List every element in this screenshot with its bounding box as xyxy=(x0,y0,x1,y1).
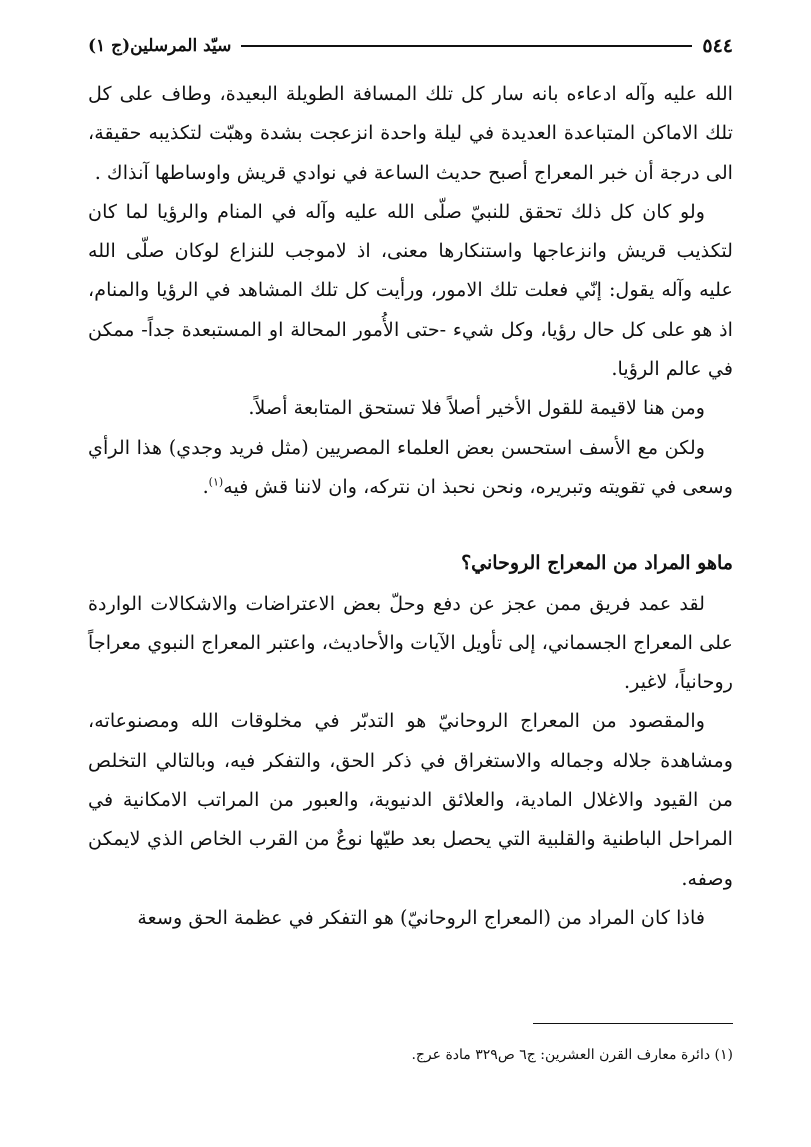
header-rule xyxy=(241,45,692,47)
book-page xyxy=(88,28,733,1118)
section-heading: ماهو المراد من المعراج الروحاني؟ xyxy=(461,552,733,575)
paragraph-4-end: . xyxy=(202,474,209,498)
page-number: ٥٤٤ xyxy=(702,35,733,57)
paragraph-1: الله عليه وآله ادعاءه بانه سار كل تلك المسافة الطويلة البعيدة، وطاف على كل تلك الاماكن المتباعدة العديدة في ليلة واحدة انزعجت بشدة وهبّت لتكذيبه حقيقة، الى درجة أن خبر المعراج أصبح حديث الساعة في نوادي قريش واوساطها آنذاك . xyxy=(88,82,733,184)
main-text xyxy=(88,74,733,937)
footnote-reference[interactable]: (١) xyxy=(208,475,224,489)
section-paragraph-3: فاذا كان المراد من (المعراج الروحانيّ) هو التفكر في عظمة الحق وسعة xyxy=(137,905,705,929)
paragraph-3: ومن هنا لاقيمة للقول الأخير أصلاً فلا تستحق المتابعة أصلاً. xyxy=(248,396,705,420)
footnote-rule xyxy=(533,1023,733,1024)
running-title: سيّد المرسلين(ج ١) xyxy=(88,36,232,56)
paragraph-2: ولو كان كل ذلك تحقق للنبيّ صلّى الله عليه وآله في المنام والرؤيا لما كان لتكذيب قريش وانزعاجها واستنكارها معنى، اذ لاموجب للنزاع لوكان صلّى الله عليه وآله يقول: إنّي فعلت تلك الامور، ورأيت كل تلك المشاهد في الرؤيا والمنام، اذ هو على كل حال رؤيا، وكل شيء -حتى الأُمور المحالة او المستبعدة جداً- ممكن في عالم الرؤيا. xyxy=(88,199,733,381)
footnote: (١) دائرة معارف القرن العشرين: ج٦ ص٣٢٩ مادة عرج. xyxy=(411,1047,733,1063)
paragraph-4 xyxy=(88,428,733,507)
section-paragraph-1: لقد عمد فريق ممن عجز عن دفع وحلّ بعض الاعتراضات والاشكالات الواردة على المعراج الجسماني، إلى تأويل الآيات والأحاديث، واعتبر المعراج النبوي معراجاً روحانياً، لاغير. xyxy=(88,591,733,694)
page-header xyxy=(88,28,733,64)
section-spacer xyxy=(88,506,733,544)
section-paragraph-2: والمقصود من المعراج الروحانيّ هو التدبّر في مخلوقات الله ومصنوعاته، ومشاهدة جلاله وجماله والاستغراق في ذكر الحق، والتفكر فيه، وبالتالي التخلص من القيود والاغلال المادية، والعلائق الدنيوية، والعبور من المراتب الامكانية في المراحل الباطنية والقلبية التي يحصل بعد طيّها نوعٌ من القرب الخاص الذي لايمكن وصفه. xyxy=(88,709,733,890)
paragraph-4-text: ولكن مع الأسف استحسن بعض العلماء المصريين (مثل فريد وجدي) هذا الرأي وسعى في تقويته وتبريره، ونحن نحبذ ان نتركه، وان لاننا قش فيه xyxy=(88,435,733,498)
